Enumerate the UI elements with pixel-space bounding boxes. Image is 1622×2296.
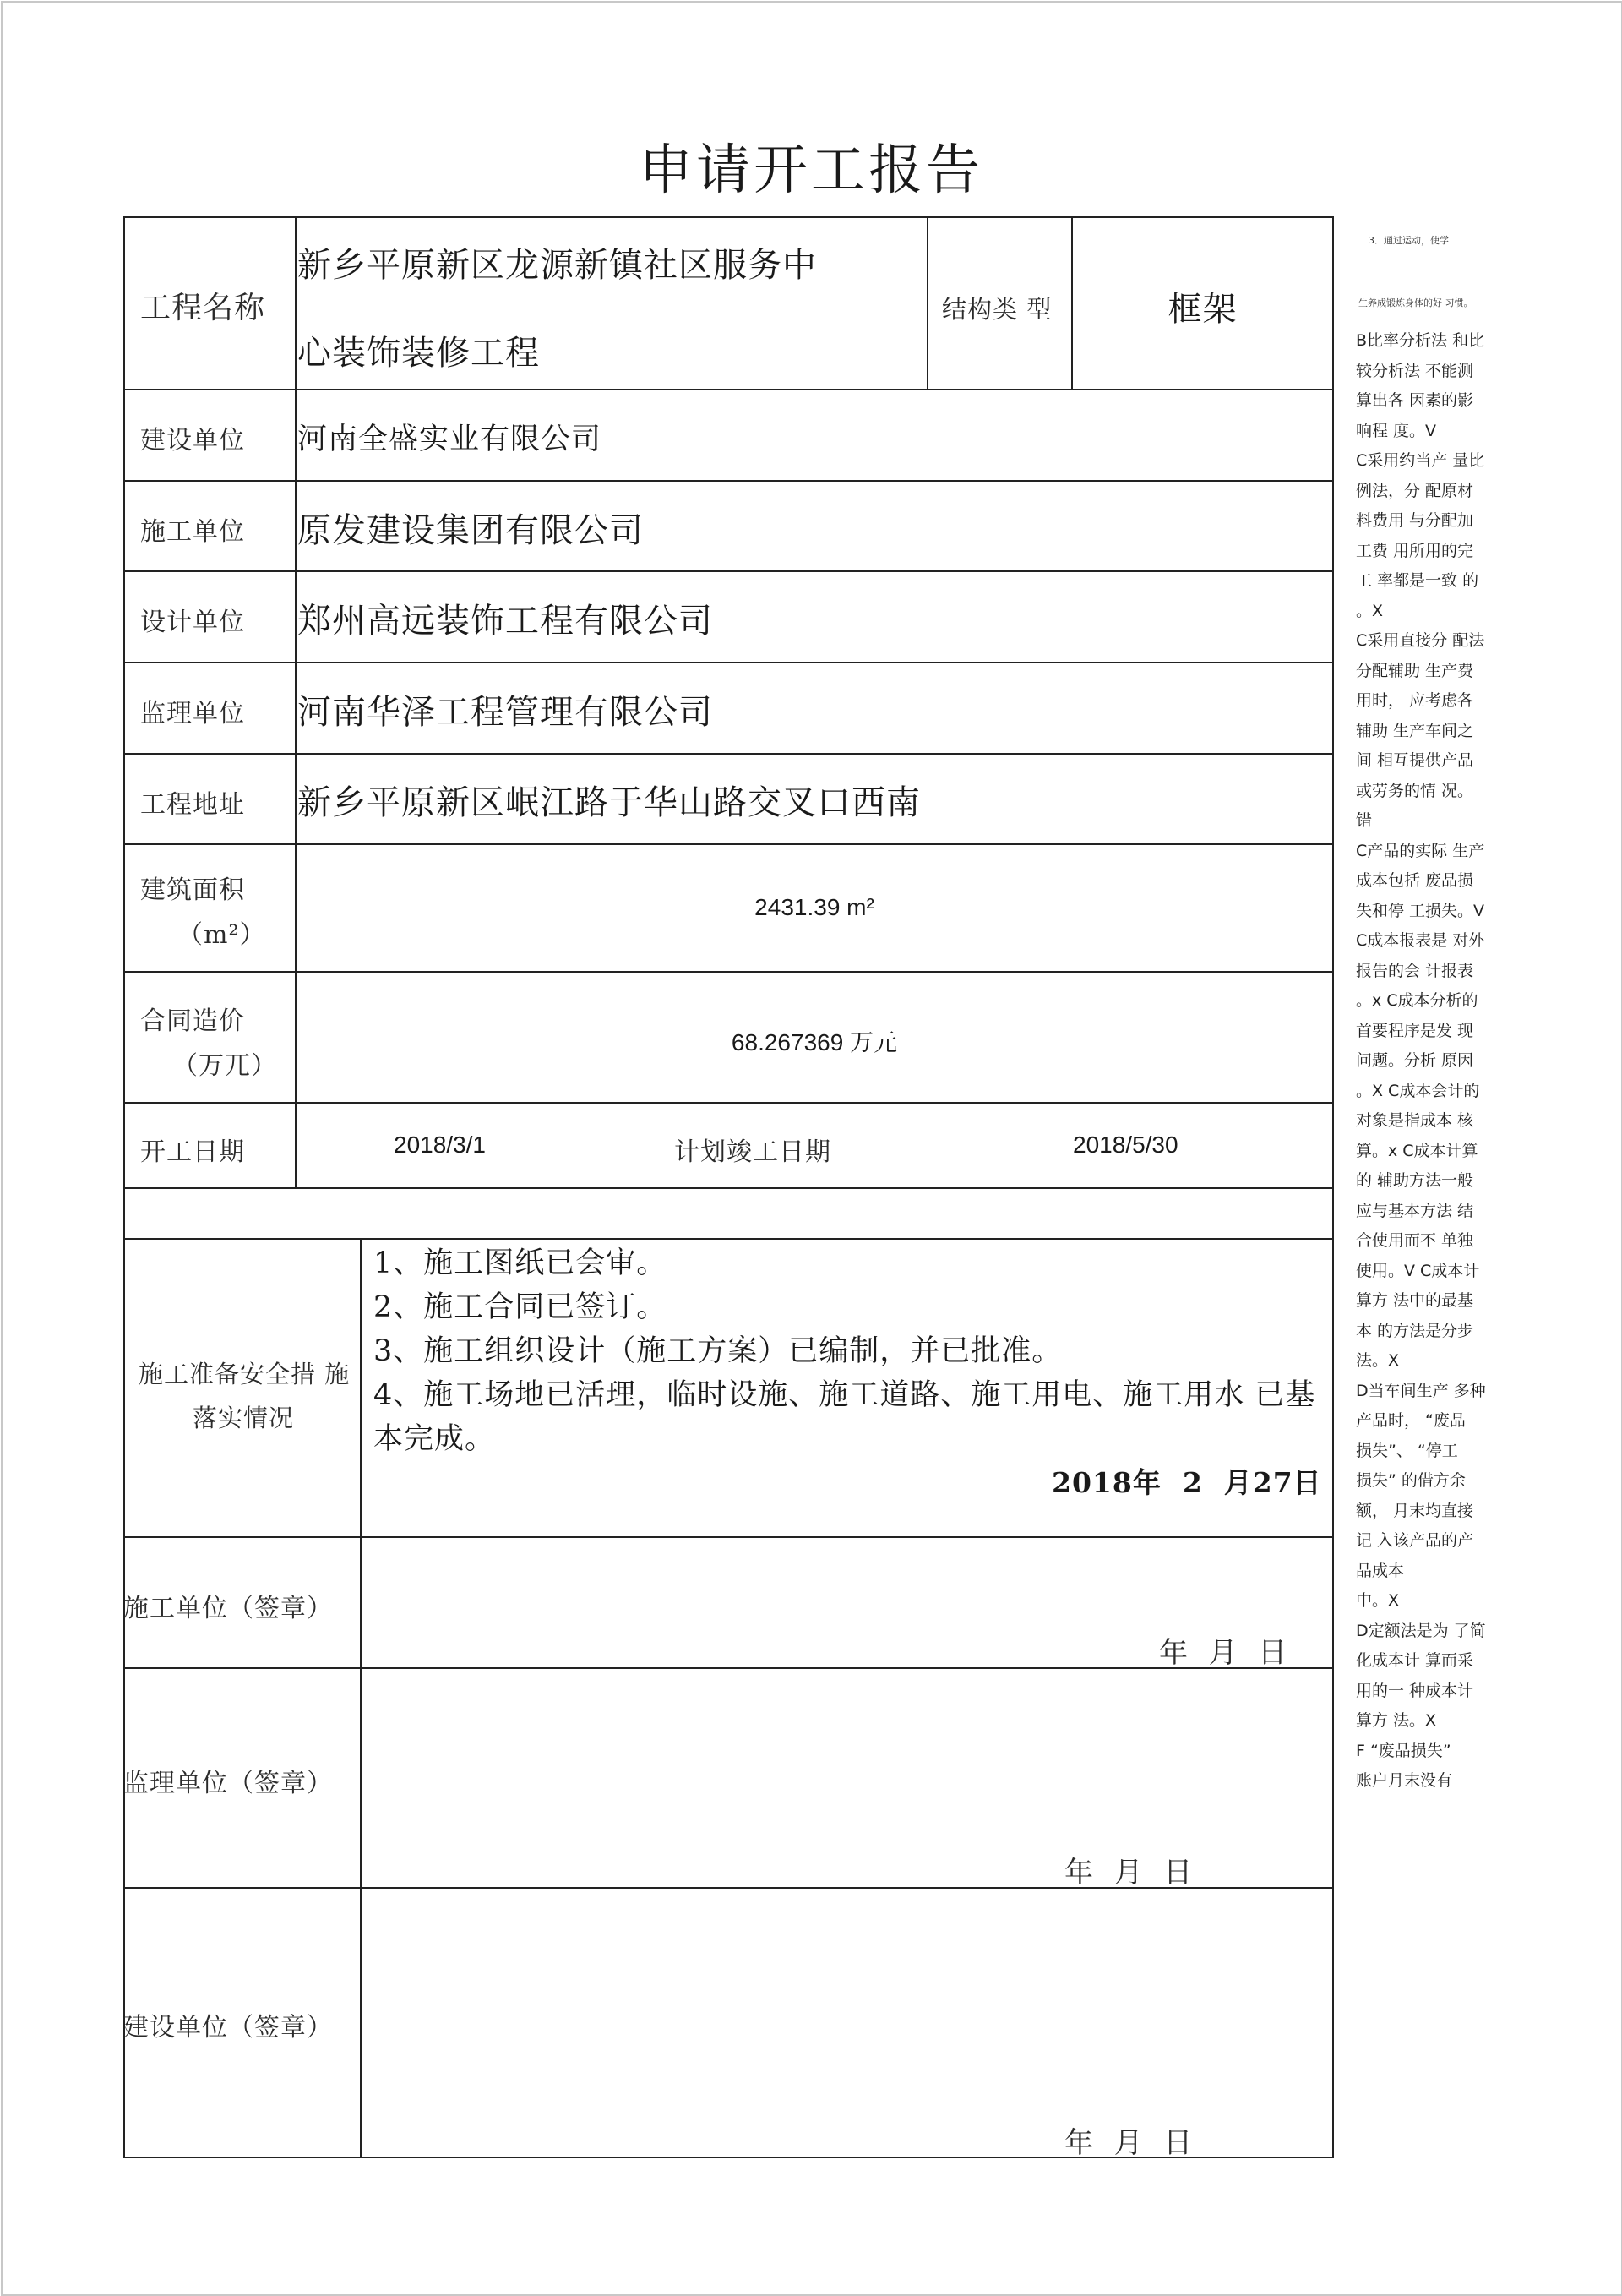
side-note-line: D定额法是为 了简 [1356, 1621, 1486, 1640]
owner-signature-label: 建设单位（签章） [123, 2013, 333, 2042]
area-unit-label: （m²） [177, 920, 266, 950]
side-note-line: 用时， 应考虑各 [1356, 691, 1474, 710]
preparation-item-2: 2、施工合同已签订。 [373, 1290, 667, 1324]
side-note-line: 错 [1356, 811, 1373, 830]
side-note-line: 算方 法。X [1356, 1711, 1437, 1730]
contract-price-unit-label: （万兀） [172, 1051, 277, 1081]
side-note-line: 应与基本方法 结 [1356, 1201, 1474, 1220]
side-note-line: 算方 法中的最基 [1356, 1291, 1474, 1310]
project-name-line2: 心装饰装修工程 [297, 334, 540, 373]
contractor-signature-label: 施工单位（签章） [123, 1594, 333, 1623]
side-note-line: 。x C成本分析的 [1356, 991, 1478, 1010]
address-label: 工程地址 [140, 790, 245, 820]
supervisor-signature-date: 年 月 日 [1064, 1856, 1194, 1890]
side-note-line: 辅助 生产车间之 [1356, 721, 1474, 740]
side-note-line: 失和停 工损失。V [1356, 901, 1485, 920]
side-note-line: 间 相互提供产品 [1356, 751, 1474, 770]
side-note-top-1: 3．通过运动，使学 [1369, 235, 1449, 246]
preparation-item-4: 4、施工场地已活理，临时设施、施工道路、施工用电、施工用水 已基 [373, 1378, 1316, 1412]
side-note-line: 产品时， “废品 [1356, 1411, 1466, 1430]
side-note-line: 例法，分 配原材 [1356, 481, 1474, 500]
side-note-line: C采用直接分 配法 [1356, 631, 1485, 650]
supervisor-signature-label: 监理单位（签章） [123, 1769, 333, 1798]
contractor-unit-value: 原发建设集团有限公司 [297, 511, 644, 550]
contract-price-value: 68.267369 万元 [731, 1029, 898, 1055]
start-date-value: 2018/3/1 [394, 1132, 486, 1158]
side-note-line: 工费 用所用的完 [1356, 541, 1474, 560]
owner-signature-date: 年 月 日 [1064, 2126, 1194, 2160]
structure-type-label: 结构类 型 [942, 295, 1053, 324]
designer-unit-value: 郑州高远装饰工程有限公司 [297, 602, 713, 641]
side-note-line: 法。X [1356, 1351, 1400, 1370]
structure-type-value: 框架 [1168, 290, 1238, 329]
side-note-line: 损失” 的借方余 [1356, 1471, 1466, 1490]
side-note-line: 算出各 因素的影 [1356, 391, 1474, 410]
side-note-line: 工 率都是一致 的 [1356, 571, 1479, 590]
side-note-line: 的 辅助方法一般 [1356, 1171, 1474, 1190]
planned-completion-label: 计划竣工日期 [674, 1137, 831, 1167]
side-note-line: 或劳务的情 况。 [1356, 781, 1474, 800]
side-notes-column [1356, 326, 1508, 1797]
side-note-line: 响程 度。V [1356, 421, 1437, 440]
preparation-item-4-cont: 本完成。 [373, 1422, 496, 1456]
side-note-line: 成本包括 废品损 [1356, 871, 1474, 890]
side-note-line: 损失”、 “停工 [1356, 1441, 1458, 1460]
preparation-label: 施工准备安全措 施 [139, 1360, 351, 1388]
side-note-line: 用的一 种成本计 [1356, 1681, 1474, 1700]
designer-unit-label: 设计单位 [140, 608, 245, 637]
supervisor-unit-value: 河南华泽工程管理有限公司 [297, 693, 713, 732]
side-note-line: 额， 月末均直接 [1356, 1501, 1474, 1520]
owner-unit-value: 河南全盛实业有限公司 [297, 423, 602, 456]
planned-completion-value: 2018/5/30 [1073, 1132, 1178, 1158]
side-note-line: 中。X [1356, 1591, 1400, 1610]
side-note-line: 合使用而不 单独 [1356, 1231, 1474, 1250]
side-note-line: 报告的会 计报表 [1356, 961, 1474, 980]
side-note-line: F “废品损失” [1356, 1741, 1451, 1760]
preparation-label-line2: 落实情况 [193, 1404, 295, 1432]
side-note-line: 料费用 与分配加 [1356, 511, 1474, 530]
area-value: 2431.39 m² [754, 894, 874, 920]
side-note-line: D当车间生产 多种 [1356, 1381, 1486, 1400]
contract-price-label: 合同造价 [140, 1006, 245, 1036]
side-note-line: C产品的实际 生产 [1356, 841, 1485, 860]
side-note-line: 较分析法 不能测 [1356, 361, 1474, 380]
side-note-line: 分配辅助 生产费 [1356, 661, 1474, 680]
address-value: 新乡平原新区岷江路于华山路交叉口西南 [297, 783, 921, 822]
side-note-line: 首要程序是发 现 [1356, 1021, 1474, 1040]
side-note-line: 对象是指成本 核 [1356, 1111, 1474, 1130]
page-title: 申请开工报告 [639, 139, 983, 202]
side-note-line: C采用约当产 量比 [1356, 451, 1485, 470]
preparation-item-3: 3、施工组织设计（施工方案）已编制，并已批准。 [373, 1334, 1063, 1368]
side-note-line: 。X [1356, 601, 1384, 620]
side-note-line: 品成本 [1356, 1561, 1405, 1580]
side-note-line: C成本报表是 对外 [1356, 931, 1485, 950]
side-note-line: 问题。分析 原因 [1356, 1051, 1474, 1070]
contractor-unit-label: 施工单位 [140, 517, 245, 547]
side-note-line: 。X C成本会计的 [1356, 1081, 1480, 1100]
side-note-line: 账户月末没有 [1356, 1771, 1453, 1790]
side-note-line: 算。x C成本计算 [1356, 1141, 1478, 1160]
supervisor-unit-label: 监理单位 [140, 699, 245, 728]
side-note-line: 记 入该产品的产 [1356, 1531, 1474, 1550]
owner-unit-label: 建设单位 [140, 426, 245, 455]
contractor-signature-date: 年 月 日 [1159, 1636, 1288, 1670]
preparation-date: 2018年 2 月27日 [1052, 1466, 1322, 1499]
side-note-line: 化成本计 算而采 [1356, 1651, 1474, 1670]
start-date-label: 开工日期 [140, 1137, 245, 1167]
area-label: 建筑面积 [140, 875, 245, 905]
project-name-line1: 新乡平原新区龙源新镇社区服务中 [297, 246, 817, 285]
preparation-item-1: 1、施工图纸已会审。 [373, 1246, 667, 1280]
side-note-line: B比率分析法 和比 [1356, 331, 1485, 350]
project-name-label: 工程名称 [140, 291, 266, 325]
side-note-top-2: 生养成锻炼身体的好 习惯。 [1358, 297, 1473, 308]
side-note-line: 使用。V C成本计 [1356, 1261, 1480, 1280]
side-note-line: 本 的方法是分步 [1356, 1321, 1474, 1340]
